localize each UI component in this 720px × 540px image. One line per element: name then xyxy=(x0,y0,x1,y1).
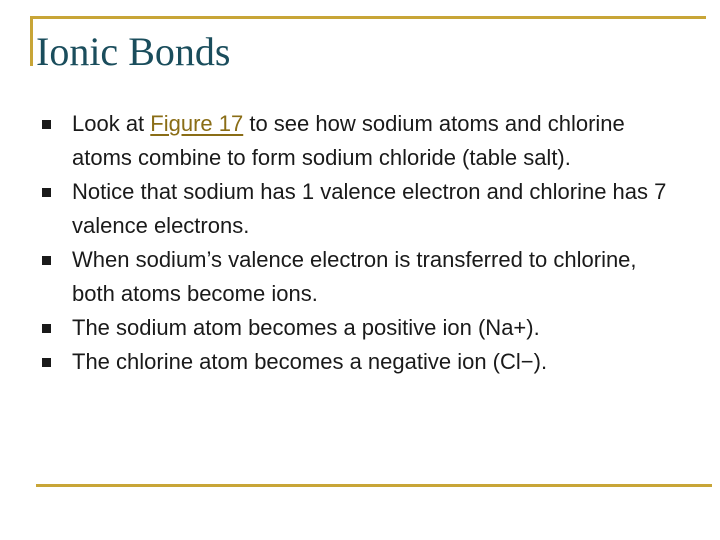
square-bullet-icon xyxy=(42,358,51,367)
square-bullet-icon xyxy=(42,120,51,129)
bullet-text: The chlorine atom becomes a negative ion (Cl−). xyxy=(72,349,548,374)
top-border xyxy=(30,16,706,19)
bullet-text: When sodium’s valence electron is transferred to chlorine, both atoms become ions. xyxy=(72,247,637,306)
square-bullet-icon xyxy=(42,256,51,265)
figure-17-link[interactable]: Figure 17 xyxy=(150,111,244,136)
bullet-text: The sodium atom becomes a positive ion (Na+). xyxy=(72,315,540,340)
bullet-item xyxy=(42,311,682,345)
bullet-text: Notice that sodium has 1 valence electron and chlorine has 7 valence electrons. xyxy=(72,179,667,238)
bullet-item xyxy=(42,175,682,243)
bullet-item xyxy=(42,243,682,311)
square-bullet-icon xyxy=(42,188,51,197)
bullet-text: to see how sodium atoms and chlorine atoms combine to form sodium chloride (table salt). xyxy=(72,111,625,170)
slide-title: Ionic Bonds xyxy=(36,29,231,74)
bullet-item xyxy=(42,107,682,175)
bullet-text: Look at xyxy=(72,111,151,136)
square-bullet-icon xyxy=(42,324,51,333)
left-border xyxy=(30,16,33,66)
bottom-border xyxy=(36,484,712,487)
bullet-item xyxy=(42,345,682,379)
bullet-list xyxy=(42,107,682,379)
